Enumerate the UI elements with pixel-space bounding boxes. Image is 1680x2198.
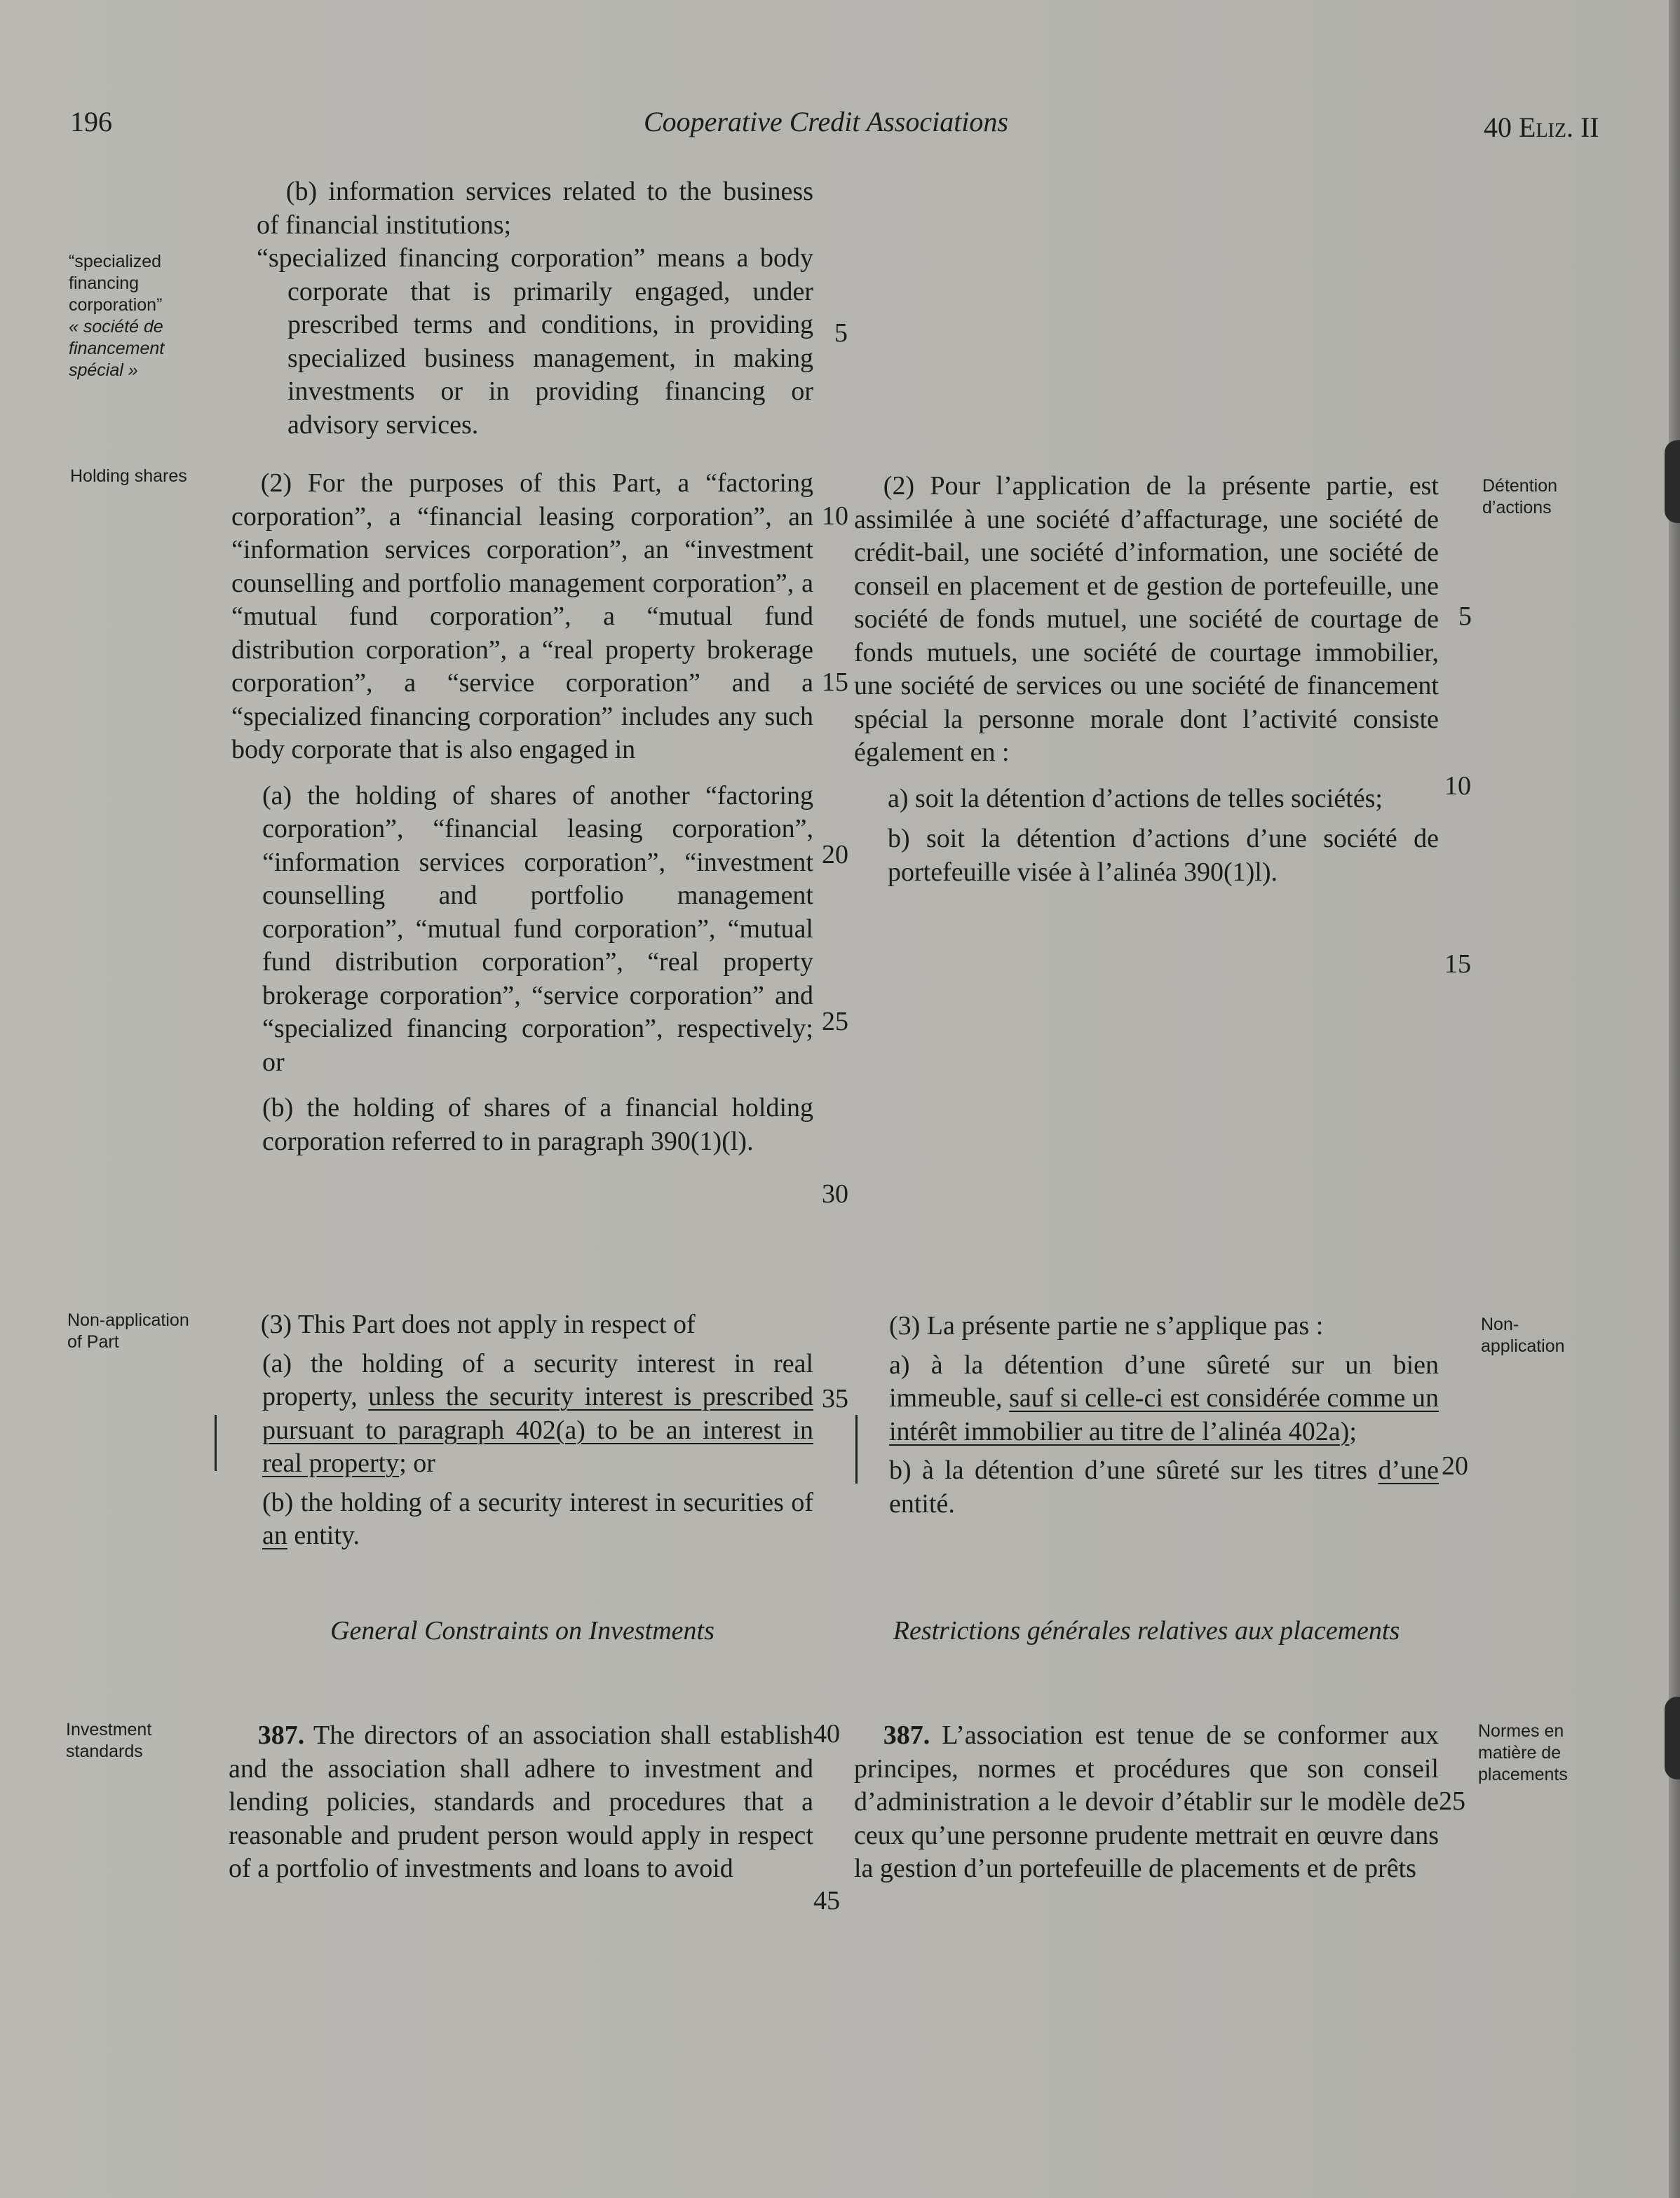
margin-note-holding-shares: Holding shares [70,466,187,486]
change-bar [215,1415,217,1471]
paragraphe-2-a: a) soit la détention d’actions de telles sociétés; [888,783,1383,813]
english-heading: General Constraints on Investments [330,1616,714,1646]
line-number: 25 [1439,1786,1465,1816]
subsection-3-intro: (3) This Part does not apply in respect of [260,1310,696,1339]
line-number: 25 [822,1007,848,1036]
english-subsection-2 [231,467,813,1158]
line-number: 5 [1458,602,1472,631]
line-number: 10 [1444,771,1471,801]
english-definitions [257,175,813,442]
margin-note-detention: Détention d’actions [1482,476,1558,517]
line-number: 30 [822,1179,848,1209]
line-number: 10 [822,501,848,531]
section-387: 387. The directors of an association shall establish and the association shall adhere to investment and lending policies, standards and procedures that a reasonable and prudent person would apply in respect of a portfolio of investments and loans to avoid [229,1721,813,1883]
margin-note-non-application: Non-application of Part [67,1310,189,1352]
regnal-year: 40 Eliz. II [1484,111,1599,143]
thumb-tab [1665,1697,1680,1779]
line-number: 5 [834,318,848,348]
line-number: 20 [822,840,848,869]
subsection-2-a: (a) the holding of shares of another “factoring corporation”, “financial leasing corporation”, “information services corporation”, “investment counselling and portfolio management corporation”, “mutual fund corporation”, “mutual fund distribution corporation”, “real property brokerage corporation”, “service corporation” and “specialized financing corporation”, respectively; or [262,780,813,1077]
subsection-3-a: (a) the holding of a security interest in real property, unless the security interest is prescribed pursuant to paragraph 402(a) to be an interest in real property; or [262,1348,813,1478]
subsection-2-intro: (2) For the purposes of this Part, a “factoring corporation”, a “financial leasing corporation”, an “information services corporation”, an “investment counselling and portfolio management corporation”, a “mutual fund corporation”, a “mutual fund distribution corporation”, a “real property brokerage corporation”, a “service corporation” and a “specialized financing corporation” includes any such body corporate that is also engaged in [231,468,813,764]
paragraphe-2-intro: (2) Pour l’application de la présente partie, est assimilée à une société d’affacturage, une société de crédit-bail, une société d’information, une société de conseil en placement et de gestion de portefeuille, une société de fonds mutuel, une société de courtage de fonds mutuels, une société de courtage immobilier, une société de services ou une société de financement spécial la personne morale dont l’activité consiste également en : [854,471,1439,767]
subsection-3-b: (b) the holding of a security interest in securities of an entity. [262,1487,813,1550]
line-number: 40 [813,1719,840,1749]
page-edge [1669,0,1680,2198]
french-section-387 [854,1719,1439,1886]
line-number: 35 [822,1384,848,1413]
page-number: 196 [70,106,112,137]
line-number: 15 [1444,949,1471,979]
page-title: Cooperative Credit Associations [644,106,1008,137]
paragraphe-3-a: a) à la détention d’une sûreté sur un bien immeuble, sauf si celle-ci est considérée comme un intérêt immobilier au titre de l’alinéa 402a); [889,1350,1439,1446]
french-subsection-2 [854,470,1439,889]
english-section-387 [229,1719,813,1886]
margin-note-normes: Normes en matière de placements [1478,1721,1568,1784]
margin-note-investment-standards: Investment standards [66,1720,152,1761]
french-subsection-3 [889,1310,1439,1521]
line-number: 15 [822,667,848,697]
subsection-2-b: (b) the holding of shares of a financial holding corporation referred to in paragraph 390(1)(l). [262,1093,813,1156]
paragraph-b-info: (b) information services related to the business of financial institutions; [257,177,813,240]
definition-specialized: “specialized financing corporation” means a body corporate that is primarily engaged, under prescribed terms and conditions, in providing specialized business management, in making investments or in providing financing or advisory services. [257,243,813,440]
change-bar [855,1415,858,1484]
line-number: 20 [1442,1451,1468,1481]
thumb-tab [1665,440,1680,523]
paragraphe-3-b: b) à la détention d’une sûreté sur les titres d’une entité. [889,1456,1439,1519]
line-number: 45 [813,1886,840,1915]
english-subsection-3 [231,1308,813,1553]
french-heading: Restrictions générales relatives aux placements [893,1616,1400,1646]
paragraphe-2-b: b) soit la détention d’actions d’une société de portefeuille visée à l’alinéa 390(1)l). [888,824,1439,887]
margin-note-specialized: “specialized financing corporation” « société de financement spécial » [69,252,165,380]
margin-note-non-application-fr: Non-application [1481,1315,1565,1356]
paragraphe-3-intro: (3) La présente partie ne s’applique pas : [889,1311,1324,1341]
article-387: 387. L’association est tenue de se conformer aux principes, normes et procédures que son conseil d’administration a le devoir d’établir sur le modèle de ceux qu’une personne prudente mettrait en œuvre dans la gestion d’un portefeuille de placements et de prêts [854,1721,1439,1883]
